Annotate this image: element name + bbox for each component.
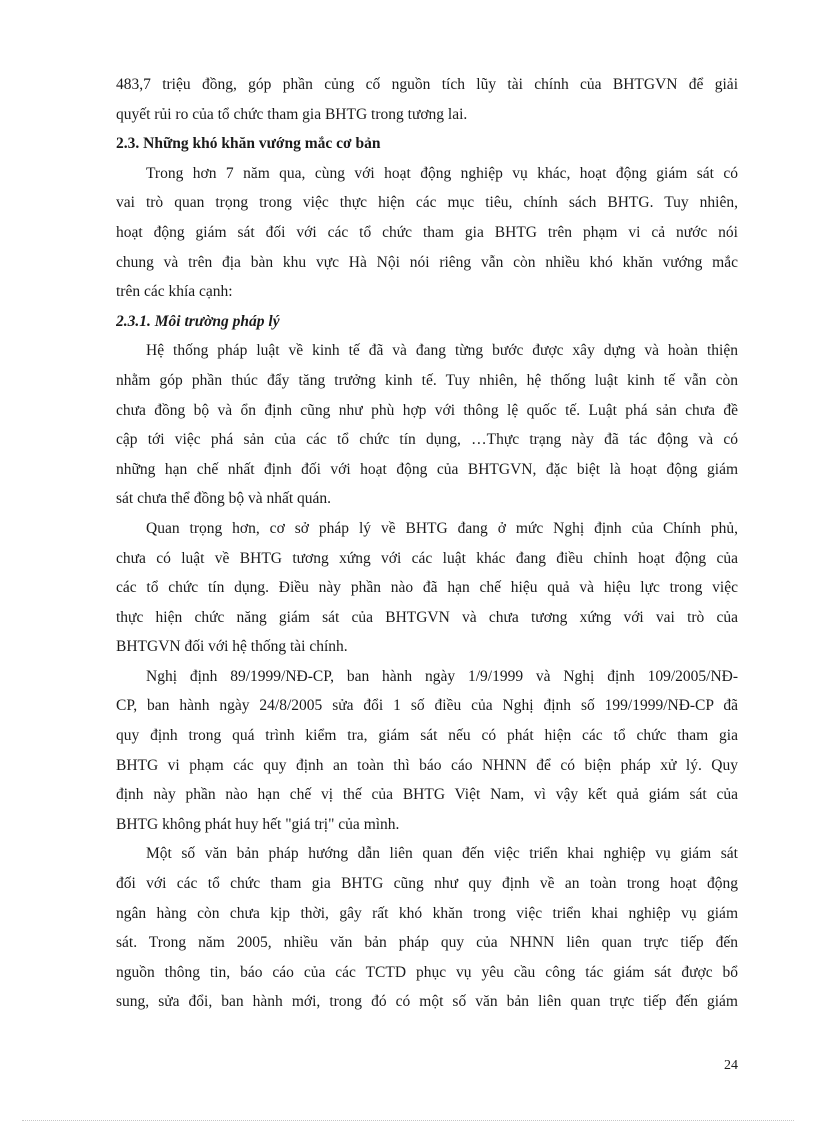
page-number: 24 xyxy=(724,1058,738,1073)
paragraph-line: đối với các tổ chức tham gia BHTG cũng như quy định về an toàn trong hoạt động xyxy=(116,875,738,893)
paragraph-line: BHTGVN đối với hệ thống tài chính. xyxy=(116,638,348,656)
paragraph-line: các tổ chức tín dụng. Điều này phần nào đã hạn chế hiệu quả và hiệu lực trong việc xyxy=(116,579,738,597)
paragraph-line: quyết rủi ro của tổ chức tham gia BHTG trong tương lai. xyxy=(116,105,468,123)
paragraph-line: sát. Trong năm 2005, nhiều văn bản pháp quy của NHNN liên quan trực tiếp đến xyxy=(116,934,738,952)
paragraph-line: sát chưa thể đồng bộ và nhất quán. xyxy=(116,490,332,508)
section-heading: 2.3. Những khó khăn vướng mắc cơ bản xyxy=(116,135,381,153)
paragraph-line: sung, sửa đổi, ban hành mới, trong đó có một số văn bản liên quan trực tiếp đến giám xyxy=(116,993,738,1011)
paragraph-line: thực hiện chức năng giám sát của BHTGVN và chưa tương xứng với vai trò của xyxy=(116,608,738,626)
paragraph-line: Trong hơn 7 năm qua, cùng với hoạt động nghiệp vụ khác, hoạt động giám sát có xyxy=(146,164,738,182)
paragraph-line: Hệ thống pháp luật về kinh tế đã và đang từng bước được xây dựng và hoàn thiện xyxy=(146,342,738,360)
paragraph-line: chung và trên địa bàn khu vực Hà Nội nói riêng vẫn còn nhiều khó khăn vướng mắc xyxy=(116,253,738,271)
paragraph-line: trên các khía cạnh: xyxy=(116,283,233,301)
paragraph-line: chưa có luật về BHTG tương xứng với các luật khác đang điều chỉnh hoạt động của xyxy=(116,549,738,567)
paragraph-line: BHTG vi phạm các quy định an toàn thì báo cáo NHNN để có biện pháp xử lý. Quy xyxy=(116,756,738,774)
paragraph-line: 483,7 triệu đồng, góp phần củng cố nguồn tích lũy tài chính của BHTGVN để giải xyxy=(116,76,738,93)
paragraph-line: Một số văn bản pháp hướng dẫn liên quan đến việc triển khai nghiệp vụ giám sát xyxy=(146,845,738,863)
subsection-heading: 2.3.1. Môi trường pháp lý xyxy=(116,312,280,330)
paragraph-line: nhằm góp phần thúc đẩy tăng trưởng kinh tế. Tuy nhiên, hệ thống luật kinh tế vẫn còn xyxy=(116,371,738,389)
paragraph-line: định này phần nào hạn chế vị thế của BHTG Việt Nam, vì vậy kết quả giám sát của xyxy=(116,786,738,804)
paragraph-line: chưa đồng bộ và ổn định cũng như phù hợp với thông lệ quốc tế. Luật phá sản chưa đề xyxy=(116,401,738,419)
page-bottom-rule xyxy=(22,1120,794,1121)
paragraph-line: cập tới việc phá sản của các tổ chức tín dụng, …Thực trạng này đã tác động và có xyxy=(116,431,738,449)
paragraph-line: những hạn chế nhất định đối với hoạt động của BHTGVN, đặc biệt là hoạt động giám xyxy=(116,460,738,478)
paragraph-line: vai trò quan trọng trong việc thực hiện các mục tiêu, chính sách BHTG. Tuy nhiên, xyxy=(116,194,738,212)
paragraph-line: hoạt động giám sát đối với các tổ chức tham gia BHTG trên phạm vi cả nước nói xyxy=(116,223,738,241)
paragraph-line: nguồn thông tin, báo cáo của các TCTD phục vụ yêu cầu công tác giám sát được bổ xyxy=(116,963,738,981)
paragraph-line: ngân hàng còn chưa kịp thời, gây rất khó khăn trong việc triển khai nghiệp vụ giám xyxy=(116,904,738,922)
paragraph-line: Quan trọng hơn, cơ sở pháp lý về BHTG đang ở mức Nghị định của Chính phủ, xyxy=(146,519,738,537)
document-page xyxy=(116,70,738,1017)
paragraph-line: quy định trong quá trình kiểm tra, giám sát nếu có phát hiện các tổ chức tham gia xyxy=(116,727,738,745)
paragraph-line: CP, ban hành ngày 24/8/2005 sửa đổi 1 số điều của Nghị định số 199/1999/NĐ-CP đã xyxy=(116,697,738,715)
paragraph-line: BHTG không phát huy hết "giá trị" của mình. xyxy=(116,815,400,833)
paragraph-line: Nghị định 89/1999/NĐ-CP, ban hành ngày 1/9/1999 và Nghị định 109/2005/NĐ- xyxy=(146,667,738,685)
